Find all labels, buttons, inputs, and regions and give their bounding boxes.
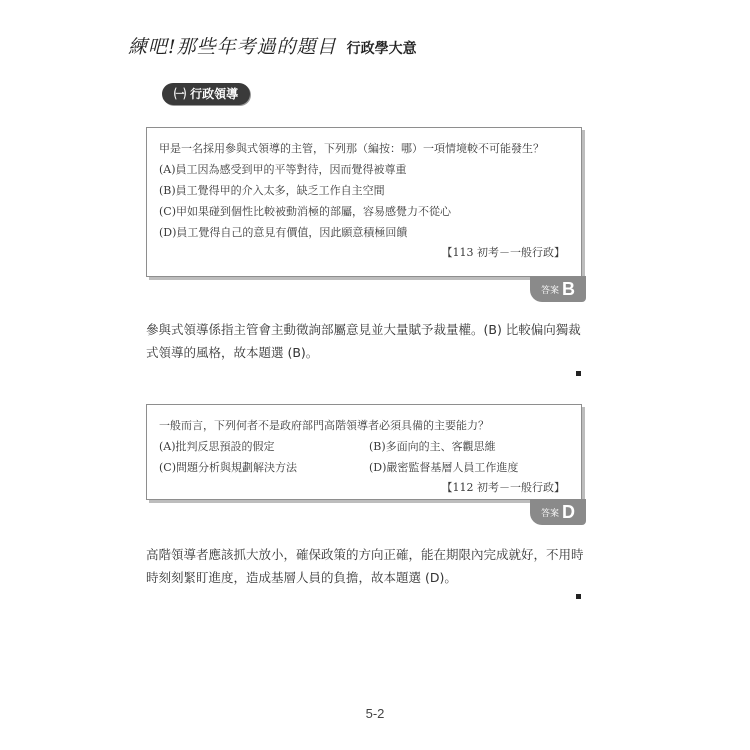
subject-title: 行政學大意 xyxy=(346,41,417,57)
option-a: (A)批判反思預設的假定 xyxy=(159,440,275,453)
option-b: (B)員工覺得甲的介入太多，缺乏工作自主空間 xyxy=(159,184,385,197)
explanation-1: 參與式領導係指主管會主動徵詢部屬意見並大量賦予裁量權。(B) 比較偏向獨裁式領導的風格，故本題選 (B)。 xyxy=(146,322,581,360)
section-heading: ㈠ 行政領導 xyxy=(162,83,250,105)
options-grid xyxy=(159,436,571,478)
question-source: 【113 初考－一般行政】 xyxy=(441,246,565,259)
question-box-2 xyxy=(146,404,582,500)
option-d: (D)嚴密監督基層人員工作進度 xyxy=(369,461,519,474)
answer-tag-2 xyxy=(530,499,586,525)
page-number: 5-2 xyxy=(365,706,385,721)
answer-value: B xyxy=(562,278,575,299)
answer-value: D xyxy=(562,501,575,522)
page-header xyxy=(128,32,417,59)
end-mark-1 xyxy=(576,371,581,376)
explanation-2: 高階領導者應該抓大放小，確保政策的方向正確，能在期限內完成就好，不用時時刻刻緊盯進度，造成基層人員的負擔，故本題選 (D)。 xyxy=(146,547,584,585)
question-source: 【112 初考－一般行政】 xyxy=(441,481,565,494)
end-mark-2 xyxy=(576,594,581,599)
option-b: (B)多面向的主、客觀思維 xyxy=(369,440,496,453)
answer-label: 答案 xyxy=(540,285,559,296)
option-a: (A)員工因為感受到甲的平等對待，因而覺得被尊重 xyxy=(159,163,407,176)
answer-label: 答案 xyxy=(540,508,559,519)
question-box-1 xyxy=(146,127,582,277)
question-stem: 甲是一名採用參與式領導的主管，下列那（編按：哪）一項情境較不可能發生？ xyxy=(159,142,544,155)
question-stem: 一般而言，下列何者不是政府部門高階領導者必須具備的主要能力？ xyxy=(159,419,489,432)
answer-tag-1 xyxy=(530,276,586,302)
option-c: (C)問題分析與規劃解決方法 xyxy=(159,461,297,474)
option-c: (C)甲如果碰到個性比較被動消極的部屬，容易感覺力不從心 xyxy=(159,205,451,218)
option-d: (D)員工覺得自己的意見有價值，因此願意積極回饋 xyxy=(159,226,408,239)
series-title: 練吧!那些年考過的題目 xyxy=(128,36,337,58)
